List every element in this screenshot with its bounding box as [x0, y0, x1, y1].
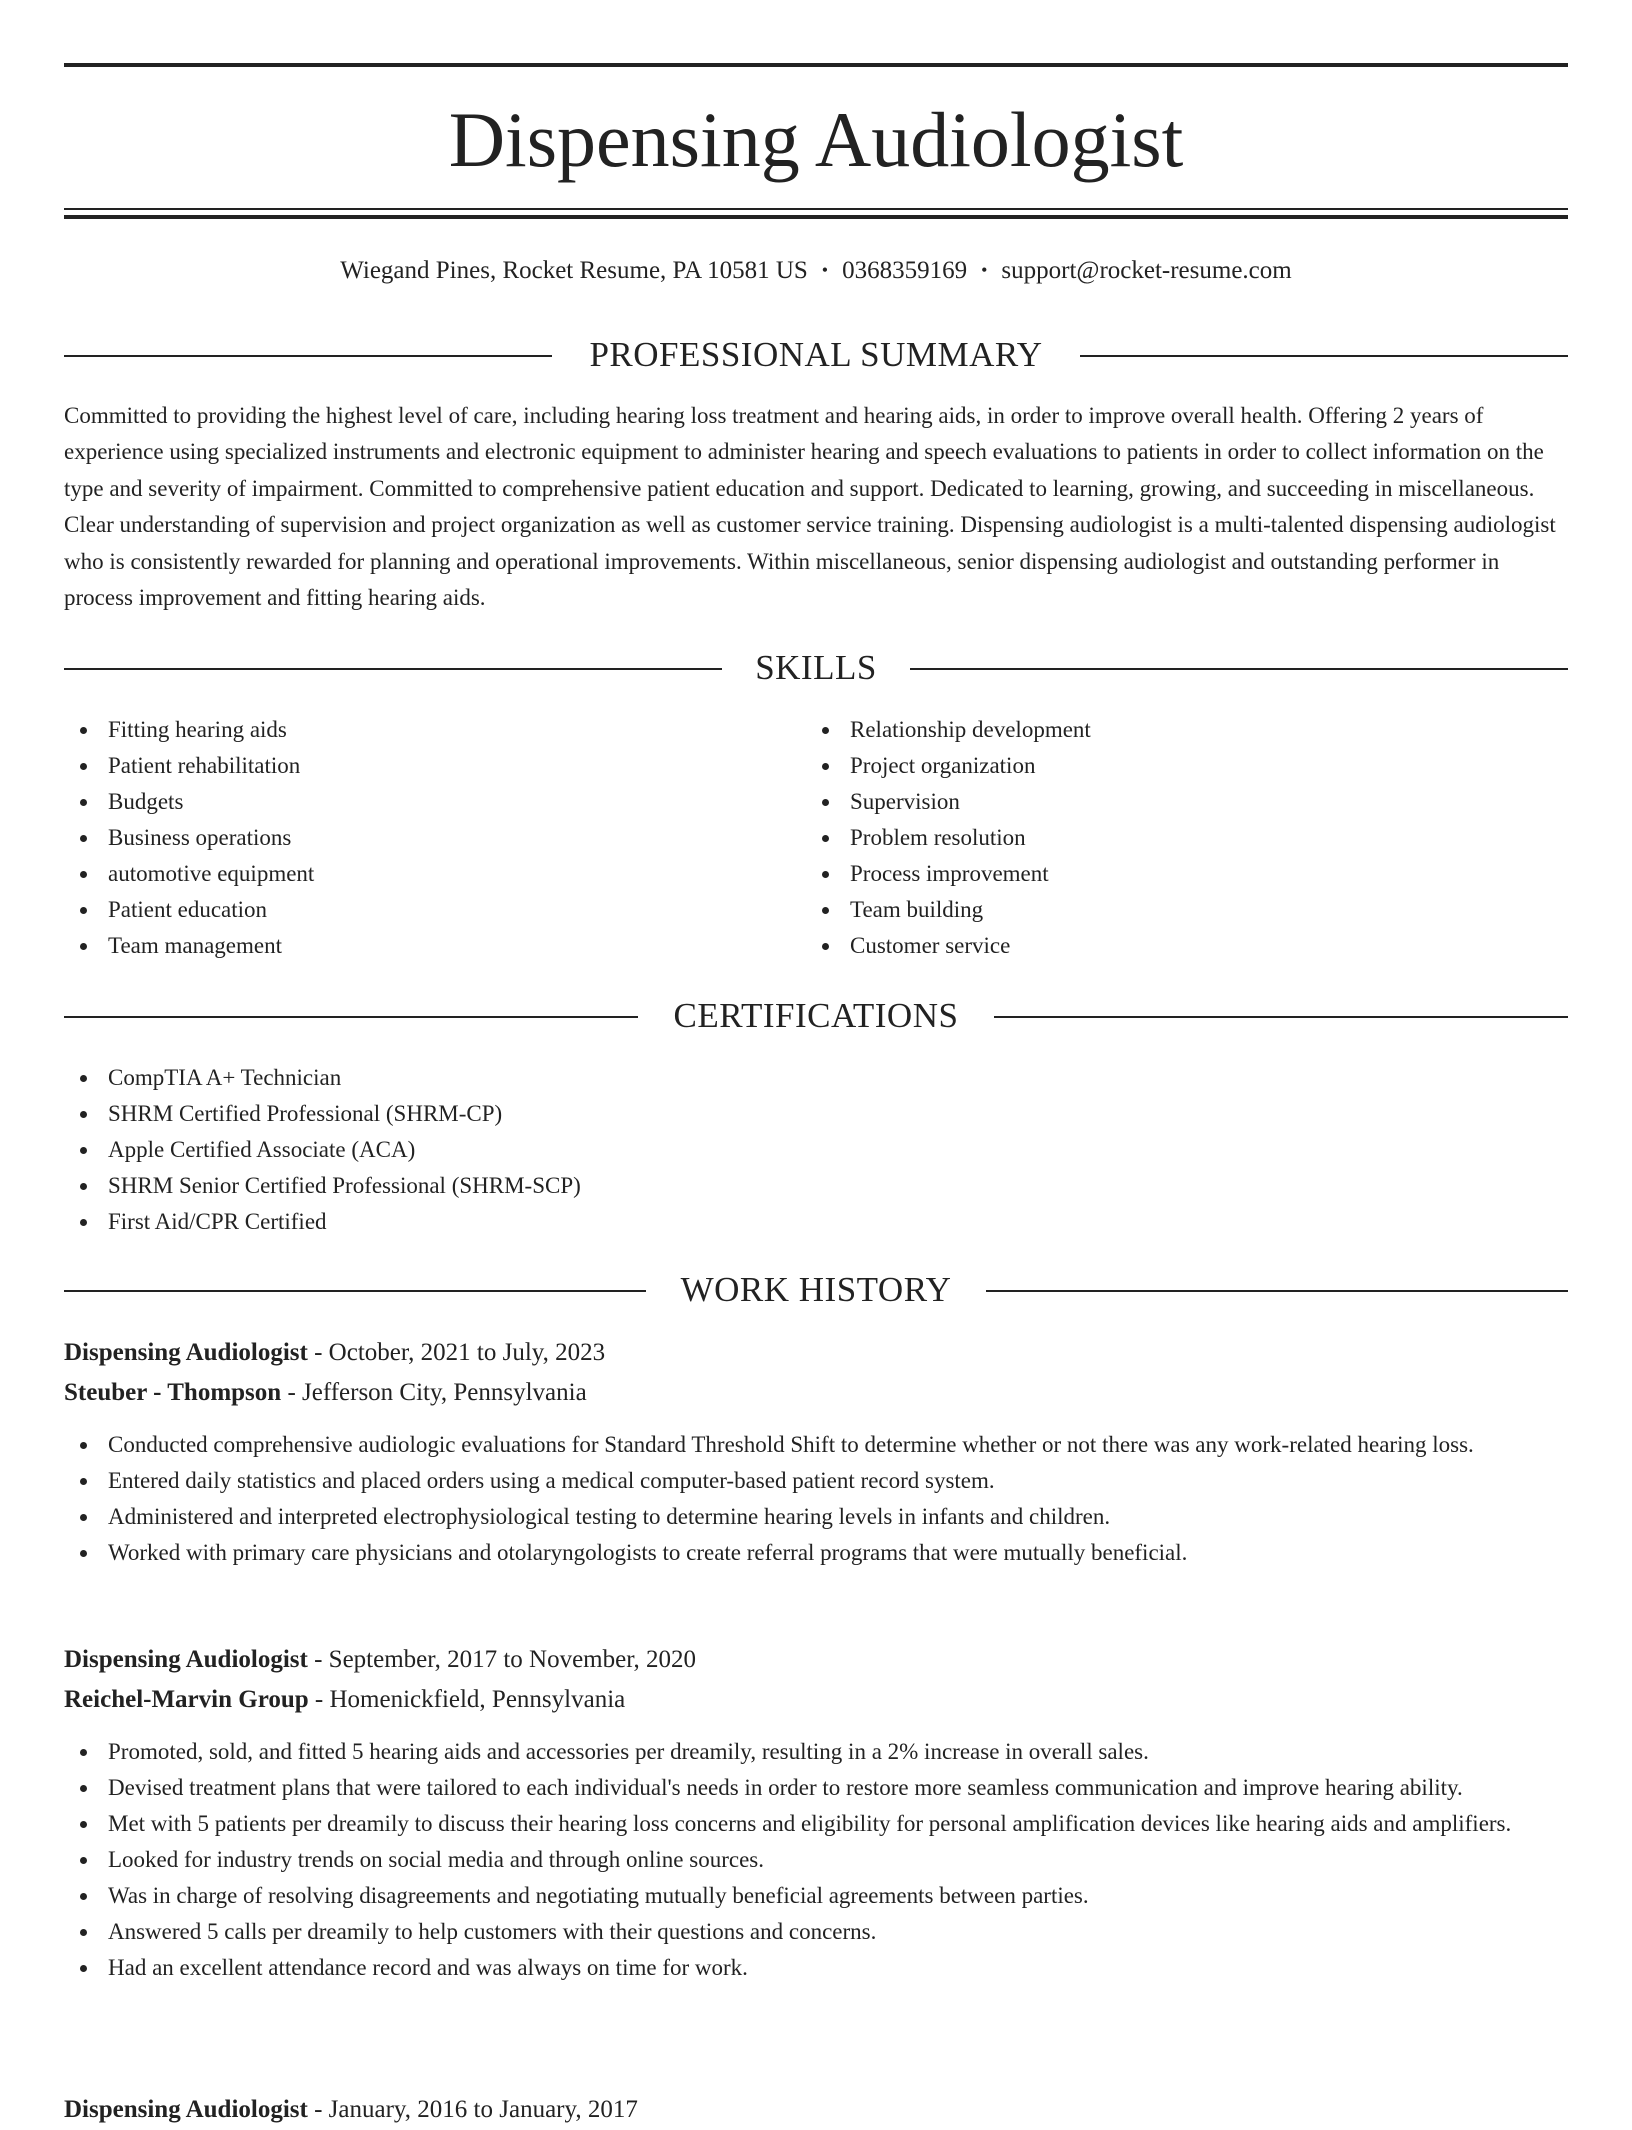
job-duty-item: Promoted, sold, and fitted 5 hearing aids and accessories per dreamily, resulting in a 2% increase in overall sales.: [64, 1734, 1568, 1770]
job-duty-item: Worked with primary care physicians and otolaryngologists to create referral programs that were mutually beneficial.: [64, 1535, 1568, 1571]
skills-column-left: [64, 712, 764, 964]
job-company-line: [64, 1680, 1568, 1720]
skill-item: Team management: [64, 928, 764, 964]
contact-line: [64, 254, 1568, 289]
certification-item: CompTIA A+ Technician: [64, 1060, 1568, 1096]
section-title-skills: SKILLS: [755, 648, 877, 687]
section-title-certifications: CERTIFICATIONS: [673, 996, 959, 1035]
skill-item: Patient education: [64, 892, 764, 928]
certification-item: Apple Certified Associate (ACA): [64, 1132, 1568, 1168]
resume-name: Dispensing Audiologist: [448, 96, 1184, 183]
section-heading-skills: [64, 646, 1568, 690]
header-rule-upper: [64, 208, 1568, 210]
job-duty-item: Administered and interpreted electrophysiological testing to determine hearing levels in infants and children.: [64, 1499, 1568, 1535]
job-title: Dispensing Audiologist: [64, 1339, 308, 1366]
certification-item: First Aid/CPR Certified: [64, 1204, 1568, 1240]
job-duty-item: Looked for industry trends on social media and through online sources.: [64, 1842, 1568, 1878]
skills-list-right: [806, 712, 1506, 964]
job-company: Reichel-Marvin Group: [64, 1686, 309, 1713]
job-dates: - October, 2021 to July, 2023: [307, 1339, 606, 1366]
certifications-list: [64, 1060, 1568, 1240]
section-heading-certifications: [64, 994, 1568, 1038]
skill-item: automotive equipment: [64, 856, 764, 892]
skill-item: Supervision: [806, 784, 1506, 820]
skill-item: Budgets: [64, 784, 764, 820]
job-company: Steuber - Thompson: [64, 1379, 282, 1406]
skill-item: Problem resolution: [806, 820, 1506, 856]
header-rule-lower: [64, 215, 1568, 219]
job-duties-list: [64, 1427, 1568, 1571]
job-duty-item: Met with 5 patients per dreamily to discuss their hearing loss concerns and eligibility for personal amplification devices like hearing aids and amplifiers.: [64, 1806, 1568, 1842]
job-duty-item: Answered 5 calls per dreamily to help customers with their questions and concerns.: [64, 1914, 1568, 1950]
job-duty-item: Was in charge of resolving disagreements and negotiating mutually beneficial agreements between parties.: [64, 1878, 1568, 1914]
section-heading-work-history: [64, 1268, 1568, 1312]
job-title-line: [64, 1640, 1568, 1680]
job-location: - Homenickfield, Pennsylvania: [308, 1686, 626, 1713]
job-company-line: [64, 1373, 1568, 1413]
contact-separator: •: [981, 260, 988, 280]
job-dates: - January, 2016 to January, 2017: [307, 2096, 638, 2123]
contact-phone[interactable]: 0368359169: [842, 257, 968, 284]
section-title-work-history: WORK HISTORY: [680, 1270, 952, 1309]
certifications-column: [64, 1060, 1568, 1240]
skill-item: Team building: [806, 892, 1506, 928]
certification-item: SHRM Certified Professional (SHRM-CP): [64, 1096, 1568, 1132]
job-title-line: [64, 2090, 1568, 2130]
contact-separator: •: [821, 260, 829, 280]
skills-list-left: [64, 712, 764, 964]
job-duty-item: Devised treatment plans that were tailored to each individual's needs in order to restore more seamless communication and improve hearing ability.: [64, 1770, 1568, 1806]
job-title: Dispensing Audiologist: [64, 1646, 308, 1673]
skill-item: Patient rehabilitation: [64, 748, 764, 784]
skill-item: Process improvement: [806, 856, 1506, 892]
summary-text: Committed to providing the highest level of care, including hearing loss treatment and hearing aids, in order to improve overall health. Offering 2 years of experience using specialized instruments and electronic equipment to administer hearing and speech evaluations to patients in order to collect information on the type and severity of impairment. Committed to comprehensive patient education and support. Dedicated to learning, growing, and succeeding in miscellaneous. Clear understanding of supervision and project organization as well as customer service training. Dispensing audiologist is a multi-talented dispensing audiologist who is consistently rewarded for planning and operational improvements. Within miscellaneous, senior dispensing audiologist and outstanding performer in process improvement and fitting hearing aids.: [64, 403, 1556, 611]
job-dates: - September, 2017 to November, 2020: [307, 1646, 697, 1673]
skill-item: Relationship development: [806, 712, 1506, 748]
skill-item: Business operations: [64, 820, 764, 856]
skills-column-right: [806, 712, 1506, 964]
job-entry: [64, 1333, 1568, 1571]
skill-item: Project organization: [806, 748, 1506, 784]
job-duties-list: [64, 1734, 1568, 1986]
job-entry: [64, 1640, 1568, 1986]
section-heading-summary: [64, 333, 1568, 377]
job-title: Dispensing Audiologist: [64, 2096, 308, 2123]
contact-email[interactable]: support@rocket-resume.com: [1001, 257, 1292, 284]
job-location: - Jefferson City, Pennsylvania: [281, 1379, 587, 1406]
job-duty-item: Had an excellent attendance record and was always on time for work.: [64, 1950, 1568, 1986]
header-top-rule: [64, 63, 1568, 67]
job-entry: [64, 2090, 1568, 2130]
skill-item: Fitting hearing aids: [64, 712, 764, 748]
job-duty-item: Entered daily statistics and placed orders using a medical computer-based patient record system.: [64, 1463, 1568, 1499]
job-title-line: [64, 1333, 1568, 1373]
section-title-summary: PROFESSIONAL SUMMARY: [589, 335, 1043, 374]
contact-address: Wiegand Pines, Rocket Resume, PA 10581 US: [340, 257, 808, 284]
certification-item: SHRM Senior Certified Professional (SHRM-SCP): [64, 1168, 1568, 1204]
skill-item: Customer service: [806, 928, 1506, 964]
job-duty-item: Conducted comprehensive audiologic evaluations for Standard Threshold Shift to determine whether or not there was any work-related hearing loss.: [64, 1427, 1568, 1463]
